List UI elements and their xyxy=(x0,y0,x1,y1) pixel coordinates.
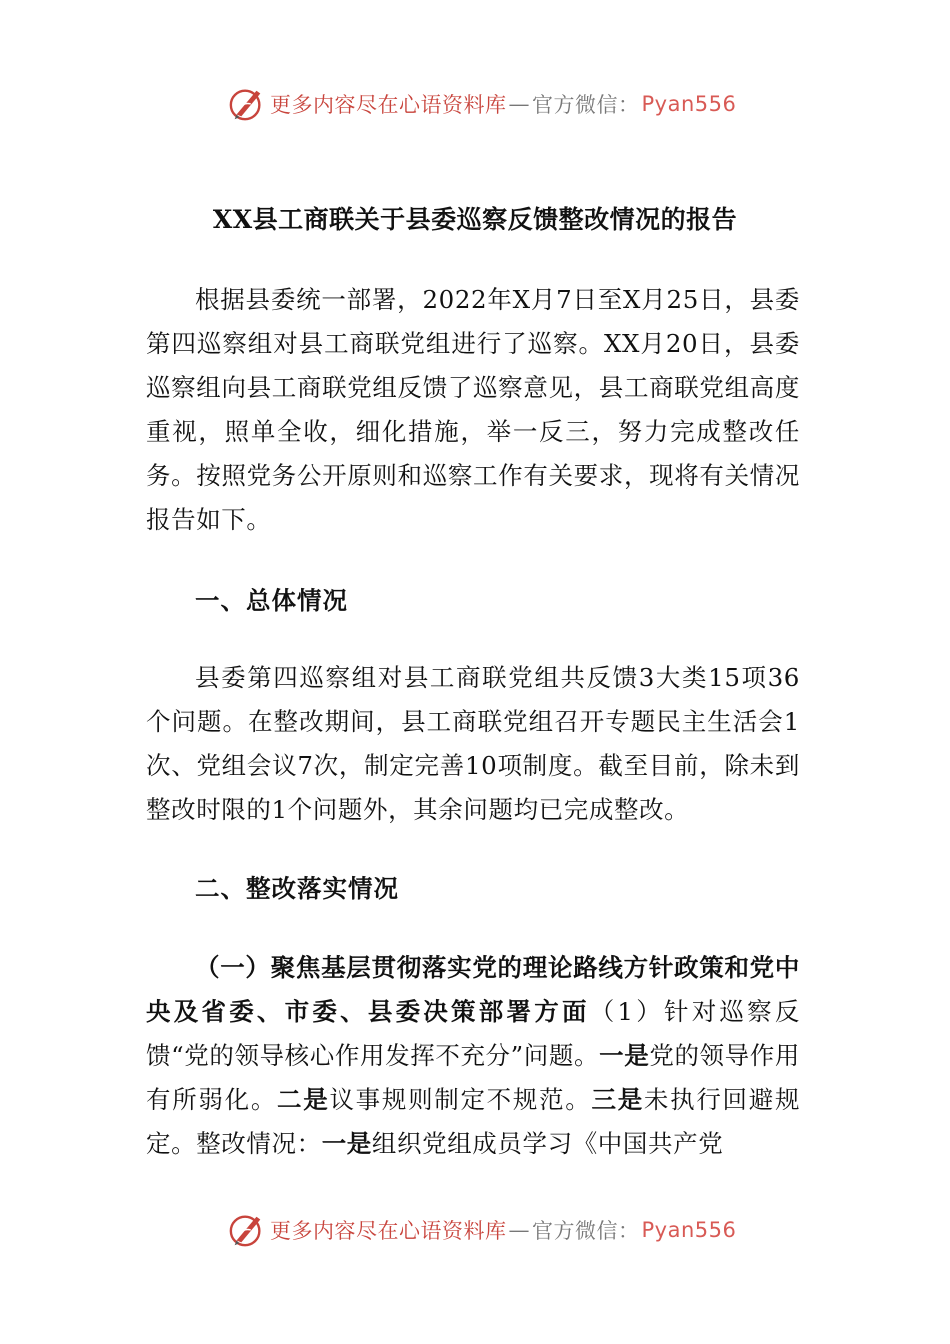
watermark-wechat-label: 官方微信： xyxy=(532,93,640,117)
watermark-wechat-id: Pyan556 xyxy=(641,92,737,116)
section2-heading: 二、整改落实情况 xyxy=(195,874,399,903)
third-label: 三是 xyxy=(591,1085,644,1114)
second-text: 议事规则制定不规范。 xyxy=(329,1085,592,1114)
watermark-brand-text: 更多内容尽在心语资料库 xyxy=(270,1219,507,1243)
rectify-first-text: 组织党组成员学习《中国共产党 xyxy=(371,1129,724,1158)
watermark-dash: — xyxy=(508,1218,530,1242)
intro-paragraph: 根据县委统一部署，2022年X月7日至X月25日，县委第四巡察组对县工商联党组进行了巡察。XX月20日，县委巡察组向县工商联党组反馈了巡察意见，县工商联党组高度重视，照单全收，细化措施，举一反三，努力完成整改任务。按照党务公开原则和巡察工作有关要求，现将有关情况报告如下。 xyxy=(146,285,800,534)
watermark-dash: — xyxy=(508,92,530,116)
watermark-brand-text: 更多内容尽在心语资料库 xyxy=(270,93,507,117)
section1-heading: 一、总体情况 xyxy=(195,586,348,615)
first-text: 党的领导作用有所弱化。 xyxy=(146,1041,800,1114)
first-label: 一是 xyxy=(599,1041,650,1070)
watermark-wechat-id: Pyan556 xyxy=(641,1218,737,1242)
rectify-label: 整改情况： xyxy=(196,1129,322,1158)
rectify-first-label: 一是 xyxy=(321,1129,372,1158)
document-title: XX县工商联关于县委巡察反馈整改情况的报告 xyxy=(212,205,738,234)
quill-logo-icon xyxy=(228,85,266,123)
watermark-footer xyxy=(228,1210,736,1250)
watermark-wechat-label: 官方微信： xyxy=(532,1219,640,1243)
third-text: 未执行回避规定。 xyxy=(146,1085,801,1158)
subsection-heading: （一）聚焦基层贯彻落实党的理论路线方针政策和党中央及省委、市委、县委决策部署方面 xyxy=(146,953,800,1026)
second-label: 二是 xyxy=(277,1085,330,1114)
section1-paragraph: 县委第四巡察组对县工商联党组共反馈3大类15项36个问题。在整改期间，县工商联党组召开专题民主生活会1次、党组会议7次，制定完善10项制度。截至目前，除未到整改时限的1个问题外，其余问题均已完成整改。 xyxy=(146,663,800,824)
quill-logo-icon xyxy=(228,1211,266,1249)
item-intro: （1）针对巡察反馈“党的领导核心作用发挥不充分”问题。 xyxy=(146,997,800,1070)
watermark-header xyxy=(228,84,736,124)
section2-paragraph xyxy=(146,946,800,1166)
